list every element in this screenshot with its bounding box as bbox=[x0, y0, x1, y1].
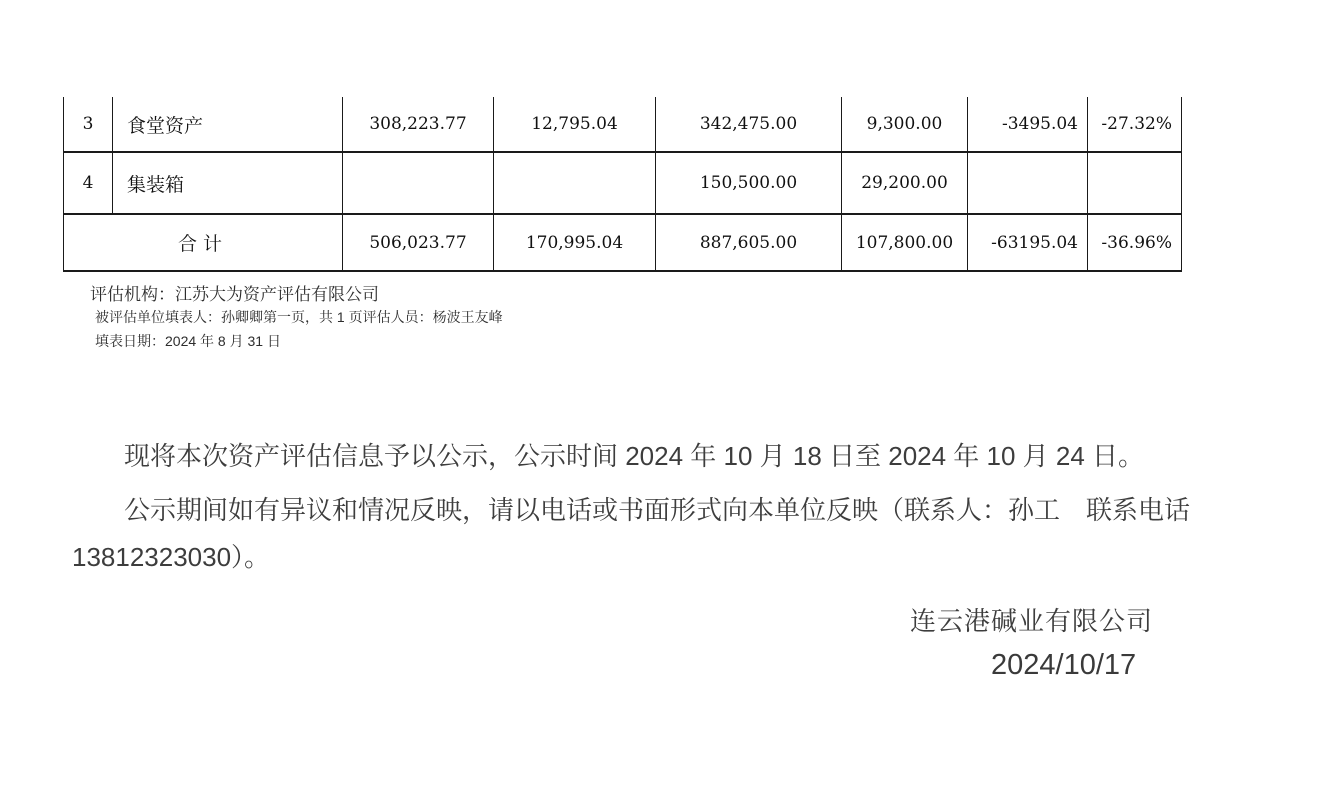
cell-value bbox=[343, 152, 494, 214]
form-date-line: 填表日期：2024 年 8 月 31 日 bbox=[95, 333, 281, 349]
cell-value: 29,200.00 bbox=[842, 152, 968, 214]
cell-asset-name: 食堂资产 bbox=[113, 97, 343, 152]
cell-row-index: 3 bbox=[64, 97, 113, 152]
notice-paragraph-1: 现将本次资产评估信息予以公示，公示时间 2024 年 10 月 18 日至 2024 年 10 月 24 日。 bbox=[124, 441, 1145, 471]
cell-value: 308,223.77 bbox=[343, 97, 494, 152]
table-row bbox=[64, 97, 1182, 152]
cell-value: -27.32% bbox=[1088, 97, 1182, 152]
cell-value bbox=[1088, 152, 1182, 214]
notice-body bbox=[72, 433, 1227, 581]
cell-value: 12,795.04 bbox=[494, 97, 656, 152]
cell-asset-name: 集装箱 bbox=[113, 152, 343, 214]
cell-total-value: -63195.04 bbox=[968, 214, 1088, 271]
signature-date: 2024/10/17 bbox=[991, 649, 1137, 681]
cell-value bbox=[494, 152, 656, 214]
cell-value: -3495.04 bbox=[968, 97, 1088, 152]
table-row bbox=[64, 152, 1182, 214]
asset-valuation-table bbox=[63, 97, 1182, 272]
appraisal-agency-line: 评估机构：江苏大为资产评估有限公司 bbox=[90, 285, 379, 305]
cell-total-label: 合计 bbox=[64, 214, 343, 271]
cell-total-value: 170,995.04 bbox=[494, 214, 656, 271]
cell-row-index: 4 bbox=[64, 152, 113, 214]
cell-total-value: 887,605.00 bbox=[656, 214, 842, 271]
cell-total-value: 506,023.77 bbox=[343, 214, 494, 271]
cell-total-value: 107,800.00 bbox=[842, 214, 968, 271]
notice-paragraph-2-line1: 公示期间如有异议和情况反映，请以电话或书面形式向本单位反映（联系人：孙工 联系电话 bbox=[124, 495, 1191, 525]
cell-value: 342,475.00 bbox=[656, 97, 842, 152]
cell-value: 150,500.00 bbox=[656, 152, 842, 214]
signature-company-name: 连云港碱业有限公司 bbox=[910, 607, 1154, 637]
table-total-row bbox=[64, 214, 1182, 271]
cell-total-value: -36.96% bbox=[1088, 214, 1182, 271]
cell-value: 9,300.00 bbox=[842, 97, 968, 152]
cell-value bbox=[968, 152, 1088, 214]
form-filler-line: 被评估单位填表人：孙卿卿第一页，共 1 页评估人员：杨波王友峰 bbox=[95, 309, 503, 325]
notice-paragraph-2-line2: 13812323030）。 bbox=[72, 542, 271, 572]
